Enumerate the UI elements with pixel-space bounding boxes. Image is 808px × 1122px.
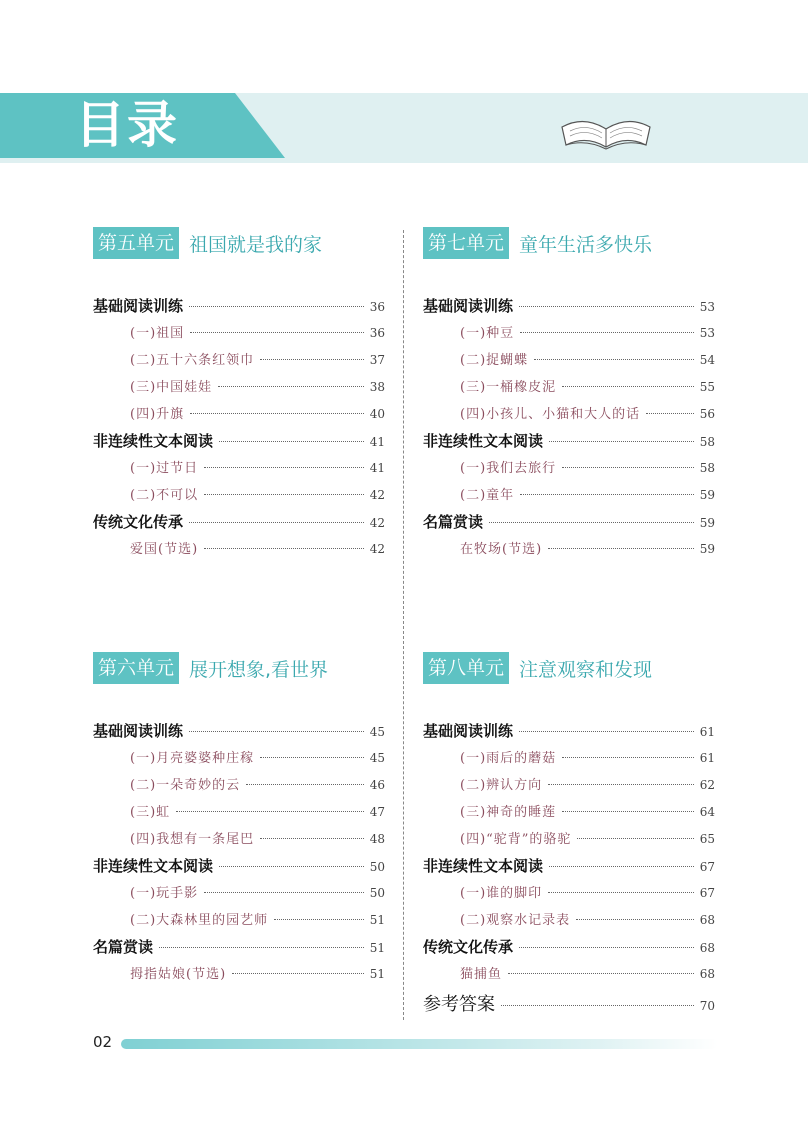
footer-bar xyxy=(121,1039,718,1049)
toc-subentry[interactable] xyxy=(93,322,385,349)
entry-title: (二)辨认方向 xyxy=(460,778,543,793)
entry-page-number: 68 xyxy=(699,941,715,955)
entry-title: (二)童年 xyxy=(460,488,515,503)
page-title: 目录 xyxy=(75,96,179,154)
entry-title: 传统文化传承 xyxy=(93,513,184,531)
entry-title: (一)月亮婆婆种庄稼 xyxy=(130,751,255,766)
dot-leader xyxy=(189,731,364,732)
toc-subentry[interactable] xyxy=(93,882,385,909)
dot-leader xyxy=(204,548,364,549)
unit-header xyxy=(93,227,385,259)
dot-leader xyxy=(548,548,694,549)
entry-title: (一)种豆 xyxy=(460,326,515,341)
entry-title: (一)玩手影 xyxy=(130,886,199,901)
unit-header xyxy=(423,652,715,684)
dot-leader xyxy=(219,866,364,867)
toc-section-entry[interactable] xyxy=(93,430,385,457)
dot-leader xyxy=(190,413,364,414)
entry-page-number: 54 xyxy=(699,353,715,367)
entry-title: (一)雨后的蘑菇 xyxy=(460,751,557,766)
entry-title: (一)我们去旅行 xyxy=(460,461,557,476)
toc-subentry[interactable] xyxy=(423,747,715,774)
entry-title: (三)虹 xyxy=(130,805,171,820)
entry-title: 非连续性文本阅读 xyxy=(93,432,214,450)
dot-leader xyxy=(246,784,364,785)
dot-leader xyxy=(548,892,694,893)
toc-section-entry[interactable] xyxy=(423,720,715,747)
unit-title: 注意观察和发现 xyxy=(519,658,653,681)
unit-7-section xyxy=(423,227,715,565)
toc-subentry[interactable] xyxy=(93,403,385,430)
entry-page-number: 53 xyxy=(699,300,715,314)
dot-leader xyxy=(159,947,364,948)
entry-page-number: 67 xyxy=(699,860,715,874)
entry-page-number: 53 xyxy=(699,326,715,340)
entry-title: (四)小孩儿、小猫和大人的话 xyxy=(460,407,641,422)
dot-leader xyxy=(519,306,694,307)
entry-page-number: 50 xyxy=(369,860,385,874)
dot-leader xyxy=(204,494,364,495)
entry-page-number: 56 xyxy=(699,407,715,421)
dot-leader xyxy=(219,441,364,442)
toc-subentry[interactable] xyxy=(423,909,715,936)
toc-subentry[interactable] xyxy=(93,747,385,774)
dot-leader xyxy=(501,1005,694,1006)
entry-title: (一)谁的脚印 xyxy=(460,886,543,901)
entry-page-number: 51 xyxy=(369,913,385,927)
toc-subentry[interactable] xyxy=(423,349,715,376)
unit-header xyxy=(93,652,385,684)
unit-6-section xyxy=(93,652,385,990)
dot-leader xyxy=(218,386,364,387)
dot-leader xyxy=(260,359,364,360)
dot-leader xyxy=(232,973,364,974)
entry-page-number: 40 xyxy=(369,407,385,421)
toc-subentry[interactable] xyxy=(93,909,385,936)
entry-page-number: 61 xyxy=(699,751,715,765)
entry-page-number: 48 xyxy=(369,832,385,846)
entry-title: 猫捕鱼 xyxy=(460,967,503,982)
unit-title: 展开想象,看世界 xyxy=(189,658,329,681)
entry-title: 基础阅读训练 xyxy=(423,297,514,315)
dot-leader xyxy=(576,919,694,920)
toc-subentry[interactable] xyxy=(423,376,715,403)
toc-section-entry[interactable] xyxy=(93,855,385,882)
toc-subentry[interactable] xyxy=(423,484,715,511)
entry-page-number: 51 xyxy=(369,941,385,955)
entry-page-number: 64 xyxy=(699,805,715,819)
entry-page-number: 45 xyxy=(369,725,385,739)
dot-leader xyxy=(489,522,694,523)
toc-subentry[interactable] xyxy=(93,801,385,828)
dot-leader xyxy=(548,784,694,785)
dot-leader xyxy=(508,973,694,974)
unit-title: 祖国就是我的家 xyxy=(189,233,323,256)
toc-subentry[interactable] xyxy=(423,457,715,484)
entry-title: 传统文化传承 xyxy=(423,938,514,956)
entry-page-number: 68 xyxy=(699,913,715,927)
unit-badge: 第八单元 xyxy=(423,652,509,684)
dot-leader xyxy=(534,359,694,360)
entry-title: (二)大森林里的园艺师 xyxy=(130,913,269,928)
entry-title: 非连续性文本阅读 xyxy=(93,857,214,875)
entry-title: (三)神奇的睡莲 xyxy=(460,805,557,820)
unit-8-section xyxy=(423,652,715,1024)
entry-title: (四)我想有一条尾巴 xyxy=(130,832,255,847)
dot-leader xyxy=(176,811,364,812)
entry-page-number: 47 xyxy=(369,805,385,819)
entry-page-number: 59 xyxy=(699,516,715,530)
dot-leader xyxy=(189,522,364,523)
entry-title: (四)升旗 xyxy=(130,407,185,422)
dot-leader xyxy=(577,838,693,839)
entry-title: 名篇赏读 xyxy=(93,938,154,956)
toc-section-entry[interactable] xyxy=(93,720,385,747)
entry-page-number: 37 xyxy=(369,353,385,367)
dot-leader xyxy=(549,441,694,442)
toc-subentry[interactable] xyxy=(93,828,385,855)
entry-page-number: 59 xyxy=(699,488,715,502)
entry-title: (三)一桶橡皮泥 xyxy=(460,380,557,395)
toc-subentry[interactable] xyxy=(93,349,385,376)
toc-section-entry[interactable] xyxy=(93,511,385,538)
entry-title: 非连续性文本阅读 xyxy=(423,432,544,450)
toc-section-entry[interactable] xyxy=(423,430,715,457)
entry-page-number: 45 xyxy=(369,751,385,765)
dot-leader xyxy=(562,386,694,387)
entry-page-number: 41 xyxy=(369,435,385,449)
toc-subentry[interactable] xyxy=(423,801,715,828)
toc-subentry[interactable] xyxy=(423,774,715,801)
entry-page-number: 68 xyxy=(699,967,715,981)
dot-leader xyxy=(274,919,364,920)
entry-title: 在牧场(节选) xyxy=(460,542,543,557)
toc-section-entry[interactable] xyxy=(423,936,715,963)
dot-leader xyxy=(519,947,694,948)
entry-page-number: 41 xyxy=(369,461,385,475)
toc-subentry[interactable] xyxy=(423,403,715,430)
entry-title: (二)五十六条红领巾 xyxy=(130,353,255,368)
entry-page-number: 42 xyxy=(369,542,385,556)
entry-page-number: 55 xyxy=(699,380,715,394)
page-footer xyxy=(93,1033,718,1053)
entry-page-number: 70 xyxy=(699,999,715,1013)
entry-page-number: 51 xyxy=(369,967,385,981)
dot-leader xyxy=(519,731,694,732)
dot-leader xyxy=(204,892,364,893)
header-banner xyxy=(0,93,808,163)
column-divider xyxy=(403,230,404,1020)
entry-title: 参考答案 xyxy=(423,994,495,1015)
toc-subentry[interactable] xyxy=(93,484,385,511)
entry-title: (二)捉蝴蝶 xyxy=(460,353,529,368)
entry-title: (一)过节日 xyxy=(130,461,199,476)
dot-leader xyxy=(549,866,694,867)
entry-page-number: 36 xyxy=(369,326,385,340)
toc-subentry[interactable] xyxy=(423,322,715,349)
entry-title: (二)一朵奇妙的云 xyxy=(130,778,241,793)
toc-subentry[interactable] xyxy=(93,376,385,403)
entry-page-number: 46 xyxy=(369,778,385,792)
entry-page-number: 61 xyxy=(699,725,715,739)
toc-subentry[interactable] xyxy=(423,963,715,990)
dot-leader xyxy=(562,757,694,758)
entry-page-number: 36 xyxy=(369,300,385,314)
entry-title: 基础阅读训练 xyxy=(93,722,184,740)
entry-title: (一)祖国 xyxy=(130,326,185,341)
entry-page-number: 59 xyxy=(699,542,715,556)
entry-page-number: 58 xyxy=(699,435,715,449)
toc-section-entry[interactable] xyxy=(93,936,385,963)
dot-leader xyxy=(189,306,364,307)
unit-header xyxy=(423,227,715,259)
entry-title: 非连续性文本阅读 xyxy=(423,857,544,875)
toc-section-entry[interactable] xyxy=(423,855,715,882)
unit-5-section xyxy=(93,227,385,565)
dot-leader xyxy=(520,332,694,333)
toc-subentry[interactable] xyxy=(93,963,385,990)
entry-title: 基础阅读训练 xyxy=(423,722,514,740)
unit-badge: 第七单元 xyxy=(423,227,509,259)
page-number: 02 xyxy=(93,1033,113,1051)
entry-page-number: 58 xyxy=(699,461,715,475)
toc-subentry[interactable] xyxy=(423,538,715,565)
entry-title: (四)“驼背”的骆驼 xyxy=(460,832,572,847)
toc-section-entry[interactable] xyxy=(93,295,385,322)
entry-title: 拇指姑娘(节选) xyxy=(130,967,227,982)
toc-subentry[interactable] xyxy=(93,774,385,801)
toc-answers-entry[interactable] xyxy=(423,990,715,1024)
entry-page-number: 38 xyxy=(369,380,385,394)
entry-page-number: 50 xyxy=(369,886,385,900)
entry-page-number: 42 xyxy=(369,516,385,530)
entry-title: (三)中国娃娃 xyxy=(130,380,213,395)
entry-title: 名篇赏读 xyxy=(423,513,484,531)
toc-section-entry[interactable] xyxy=(423,511,715,538)
dot-leader xyxy=(520,494,694,495)
unit-badge: 第六单元 xyxy=(93,652,179,684)
entry-page-number: 42 xyxy=(369,488,385,502)
entry-title: 爱国(节选) xyxy=(130,542,199,557)
entry-title: (二)不可以 xyxy=(130,488,199,503)
dot-leader xyxy=(260,838,364,839)
toc-section-entry[interactable] xyxy=(423,295,715,322)
dot-leader xyxy=(562,811,694,812)
entry-page-number: 62 xyxy=(699,778,715,792)
toc-subentry[interactable] xyxy=(423,882,715,909)
entry-page-number: 67 xyxy=(699,886,715,900)
toc-subentry[interactable] xyxy=(93,538,385,565)
dot-leader xyxy=(260,757,364,758)
entry-page-number: 65 xyxy=(699,832,715,846)
entry-title: (二)观察水记录表 xyxy=(460,913,571,928)
open-book-icon xyxy=(556,105,656,153)
toc-subentry[interactable] xyxy=(93,457,385,484)
dot-leader xyxy=(646,413,694,414)
dot-leader xyxy=(562,467,694,468)
entry-title: 基础阅读训练 xyxy=(93,297,184,315)
unit-badge: 第五单元 xyxy=(93,227,179,259)
dot-leader xyxy=(190,332,364,333)
unit-title: 童年生活多快乐 xyxy=(519,233,653,256)
dot-leader xyxy=(204,467,364,468)
toc-subentry[interactable] xyxy=(423,828,715,855)
